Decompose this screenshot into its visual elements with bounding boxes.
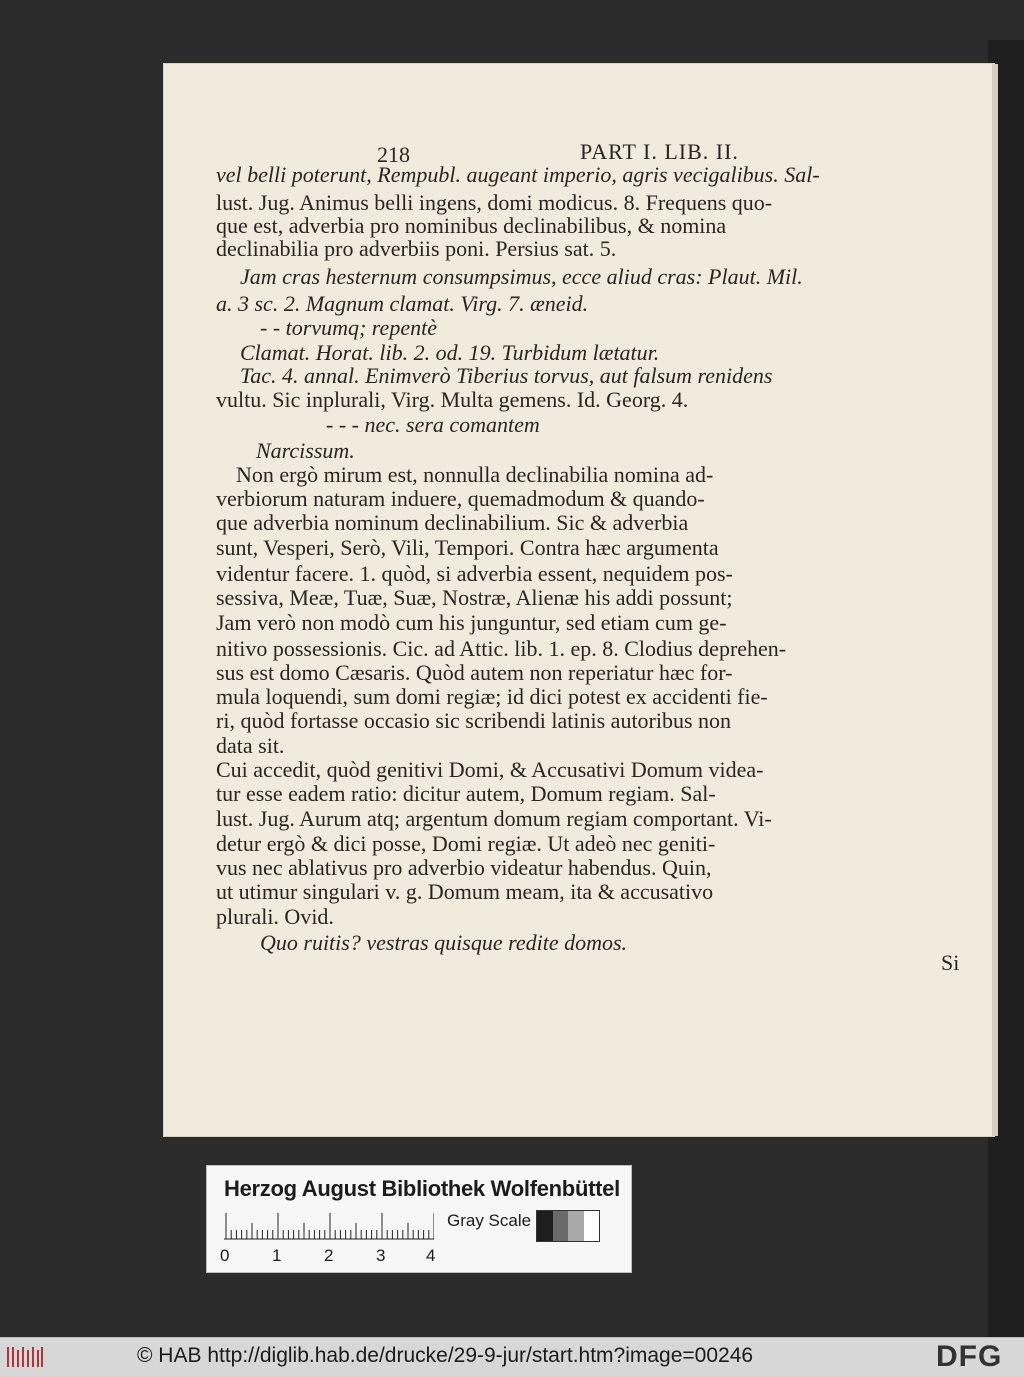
catchword: Si	[941, 950, 960, 975]
ruler-scale	[224, 1212, 434, 1240]
text-line: Jam cras hesternum consumpsimus, ecce aliud cras: Plaut. Mil.	[240, 264, 803, 289]
running-title: PART I. LIB. II.	[580, 139, 739, 164]
ruler-number: 3	[376, 1246, 386, 1265]
text-line: verbiorum naturam induere, quemadmodum & quando-	[216, 486, 705, 511]
ruler-number: 0	[220, 1246, 230, 1265]
text-line: Tac. 4. annal. Enimverò Tiberius torvus, aut falsum renidens	[240, 363, 773, 388]
text-line: Cui accedit, quòd genitivi Domi, & Accusativi Domum videa-	[216, 757, 764, 782]
text-line: que adverbia nominum declinabilium. Sic & adverbia	[216, 510, 689, 535]
text-line: tur esse eadem ratio: dicitur autem, Domum regiam. Sal-	[216, 781, 716, 806]
gray-swatch	[553, 1211, 569, 1241]
ruler-number: 2	[324, 1246, 334, 1265]
page-edge	[992, 64, 998, 1136]
text-line: ri, quòd fortasse occasio sic scribendi latinis autoribus non	[216, 708, 732, 733]
ruler-number: 1	[272, 1246, 282, 1265]
text-line: declinabilia pro adverbiis poni. Persius sat. 5.	[216, 236, 617, 261]
page-number: 218	[377, 142, 410, 167]
gray-swatch	[568, 1211, 584, 1241]
gray-swatch	[584, 1211, 600, 1241]
text-line: vel belli poterunt, Rempubl. augeant imperio, agris vecigalibus. Sal-	[216, 162, 820, 187]
text-line: vultu. Sic inplurali, Virg. Multa gemens. Id. Georg. 4.	[216, 387, 689, 412]
text-line: plurali. Ovid.	[216, 904, 334, 929]
text-line: - - torvumq; repentè	[260, 315, 437, 340]
text-line: sus est domo Cæsaris. Quòd autem non reperiatur hæc for-	[216, 660, 733, 685]
gray-scale-label: Gray Scale	[447, 1211, 532, 1230]
text-line: ut utimur singulari v. g. Domum meam, ita & accusativo	[216, 879, 714, 904]
text-line: Non ergò mirum est, nonnulla declinabilia nomina ad-	[236, 462, 714, 487]
gray-swatch	[537, 1211, 553, 1241]
copyright-url[interactable]: © HAB http://diglib.hab.de/drucke/29-9-jur/start.htm?image=00246	[137, 1344, 754, 1367]
text-line: Jam verò non modò cum his junguntur, sed etiam cum ge-	[216, 610, 727, 635]
text-line: que est, adverbia pro nominibus declinabilibus, & nomina	[216, 213, 727, 238]
text-line: data sit.	[216, 733, 285, 758]
text-line: sessiva, Meæ, Tuæ, Suæ, Nostræ, Alienæ his addi possunt;	[216, 585, 733, 610]
ruler-number: 4	[426, 1246, 436, 1265]
text-line: mula loquendi, sum domi regiæ; id dici potest ex accidenti fie-	[216, 684, 768, 709]
text-line: a. 3 sc. 2. Magnum clamat. Virg. 7. æneid.	[216, 291, 589, 316]
text-line: Quo ruitis? vestras quisque redite domos.	[260, 930, 628, 955]
text-line: sunt, Vesperi, Serò, Vili, Tempori. Contra hæc argumenta	[216, 535, 719, 560]
text-line: lust. Jug. Animus belli ingens, domi modicus. 8. Frequens quo-	[216, 190, 773, 215]
text-line: detur ergò & dici posse, Domi regiæ. Ut adeò nec geniti-	[216, 831, 716, 856]
dfg-logo: DFG	[936, 1340, 1003, 1373]
text-line: - - - nec. sera comantem	[326, 412, 540, 437]
institution-name: Herzog August Bibliothek Wolfenbüttel	[224, 1176, 620, 1201]
text-line: vus nec ablativus pro adverbio videatur habendus. Quin,	[216, 855, 712, 880]
text-line: Clamat. Horat. lib. 2. od. 19. Turbidum lætatur.	[240, 340, 660, 365]
text-line: nitivo possessionis. Cic. ad Attic. lib. 1. ep. 8. Clodius deprehen-	[216, 636, 787, 661]
hab-logo-icon	[5, 1344, 45, 1370]
gray-scale-swatches	[536, 1210, 600, 1242]
text-line: videntur facere. 1. quòd, si adverbia essent, nequidem pos-	[216, 561, 733, 586]
text-line: lust. Jug. Aurum atq; argentum domum regiam comportant. Vi-	[216, 806, 772, 831]
text-line: Narcissum.	[256, 438, 355, 463]
